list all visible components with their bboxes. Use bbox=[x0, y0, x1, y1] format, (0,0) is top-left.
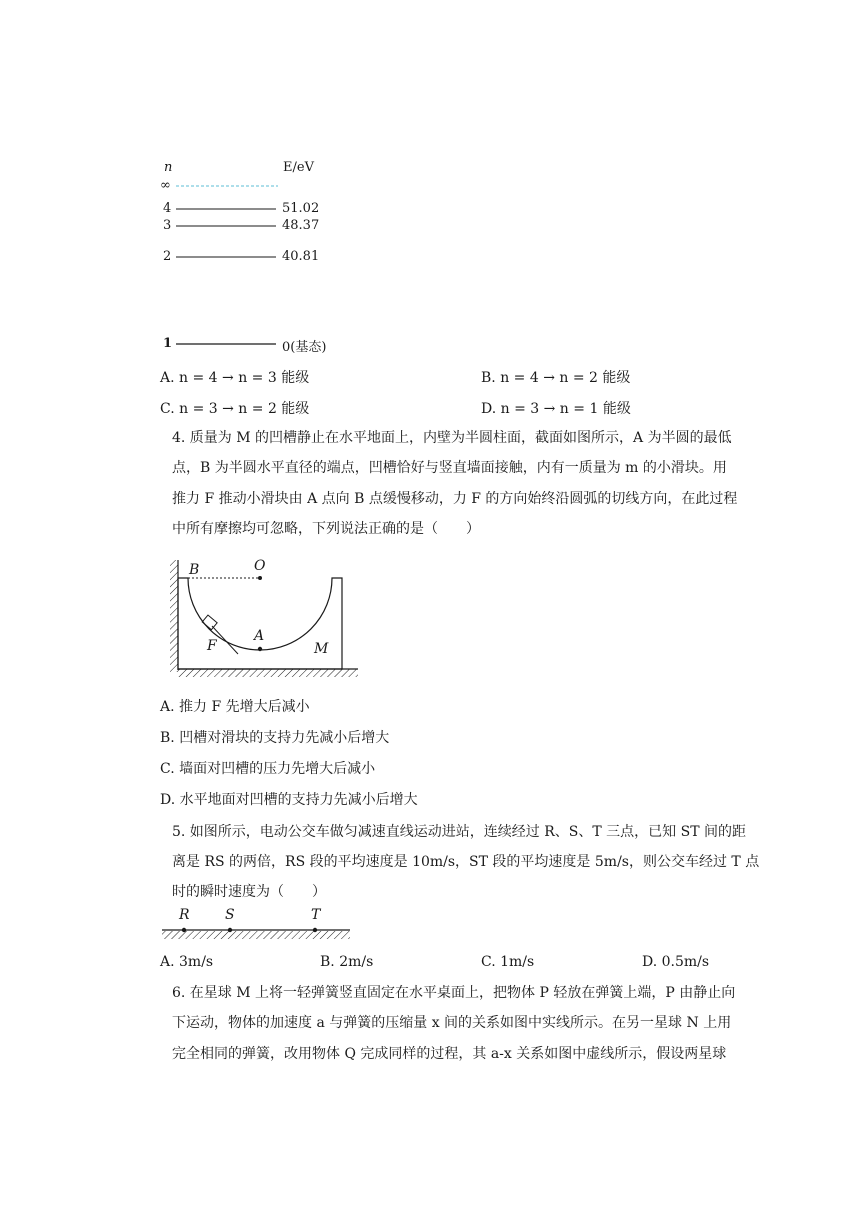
point-t bbox=[313, 928, 317, 932]
q3-option-a: A. n = 4 → n = 3 能级 bbox=[160, 370, 310, 386]
label-o: O bbox=[254, 558, 266, 574]
level-n-4: 4 bbox=[163, 201, 172, 216]
q4-line-3: 推力 F 推动小滑块由 A 点向 B 点缓慢移动，力 F 的方向始终沿圆弧的切线方向，在此过程 bbox=[172, 491, 738, 507]
label-a: A bbox=[254, 628, 265, 644]
point-s bbox=[228, 928, 232, 932]
level-n-1: 1 bbox=[163, 336, 173, 351]
q6-line-3: 完全相同的弹簧，改用物体 Q 完成同样的过程，其 a-x 关系如图中虚线所示，假设两星球 bbox=[172, 1046, 727, 1062]
label-r: R bbox=[179, 907, 190, 923]
point-r bbox=[182, 928, 186, 932]
q6-line-1: 6. 在星球 M 上将一轻弹簧竖直固定在水平桌面上，把物体 P 轻放在弹簧上端，P 由静止向 bbox=[172, 985, 736, 1001]
q3-option-d: D. n = 3 → n = 1 能级 bbox=[481, 401, 631, 417]
q5-option-d: D. 0.5m/s bbox=[642, 954, 710, 970]
q3-option-b: B. n = 4 → n = 2 能级 bbox=[481, 370, 631, 386]
q5-line-2: 离是 RS 的两倍，RS 段的平均速度是 10m/s，ST 段的平均速度是 5m/s，则公交车经过 T 点 bbox=[172, 854, 760, 870]
level-n-2: 2 bbox=[163, 249, 172, 264]
q5-line-3: 时的瞬时速度为（ ） bbox=[172, 884, 326, 900]
energy-axis-label: E/eV bbox=[283, 160, 314, 175]
q4-option-b: B. 凹槽对滑块的支持力先减小后增大 bbox=[160, 730, 390, 746]
level-n-3: 3 bbox=[163, 218, 172, 233]
label-f: F bbox=[207, 638, 217, 654]
energy-value-1: 0(基态) bbox=[282, 340, 327, 355]
level-n-infinity: ∞ bbox=[160, 178, 171, 193]
label-s: S bbox=[225, 907, 235, 923]
q4-line-1: 4. 质量为 M 的凹槽静止在水平地面上，内壁为半圆柱面，截面如图所示，A 为半圆的最低 bbox=[172, 430, 732, 446]
q3-option-c: C. n = 3 → n = 2 能级 bbox=[160, 401, 310, 417]
energy-value-4: 51.02 bbox=[282, 201, 320, 216]
road-hatch bbox=[162, 931, 350, 939]
label-b: B bbox=[189, 562, 200, 578]
q5-option-b: B. 2m/s bbox=[320, 954, 374, 970]
energy-value-3: 48.37 bbox=[282, 218, 320, 233]
q4-line-4: 中所有摩擦均可忽略，下列说法正确的是（ ） bbox=[172, 521, 480, 537]
q5-line-1: 5. 如图所示，电动公交车做匀减速直线运动进站，连续经过 R、S、T 三点，已知 ST 间的距 bbox=[172, 824, 747, 840]
q5-option-c: C. 1m/s bbox=[481, 954, 535, 970]
label-t: T bbox=[311, 907, 321, 923]
q4-option-a: A. 推力 F 先增大后减小 bbox=[160, 699, 310, 715]
q6-line-2: 下运动，物体的加速度 a 与弹簧的压缩量 x 间的关系如图中实线所示。在另一星球 N 上用 bbox=[172, 1015, 732, 1031]
q4-line-2: 点，B 为半圆水平直径的端点，凹槽恰好与竖直墙面接触，内有一质量为 m 的小滑块。用 bbox=[172, 460, 727, 476]
q5-option-a: A. 3m/s bbox=[160, 954, 214, 970]
q4-option-d: D. 水平地面对凹槽的支持力先减小后增大 bbox=[160, 792, 418, 808]
n-axis-label: n bbox=[164, 160, 173, 175]
q4-option-c: C. 墙面对凹槽的压力先增大后减小 bbox=[160, 761, 376, 777]
energy-value-2: 40.81 bbox=[282, 249, 320, 264]
label-m: M bbox=[314, 641, 329, 657]
